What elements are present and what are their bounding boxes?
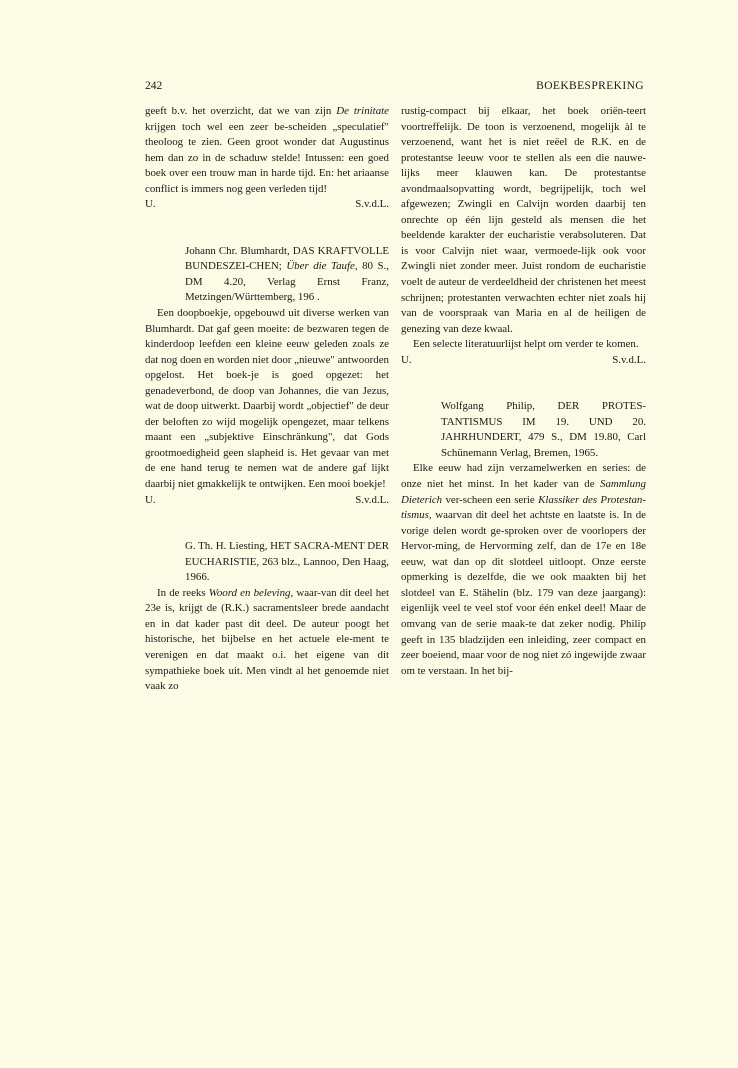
book-reference: Johann Chr. Blumhardt, DAS KRAFTVOLLE BUNDESZEI-CHEN; Über die Taufe, 80 S., DM 4.20, Verlag Ernst Franz, Metzingen/Württemberg, 196 . <box>185 244 389 304</box>
review-body: In de reeks Woord en beleving, waar-van dit deel het 23e is, krijgt de (R.K.) sacramentsleer brede aandacht en in dat kader past dit deel. De auteur poogt het historische, het bijbelse en het actuele ele-ment te verenigen en dat maakt o.i. het eigene van dit sympathieke boek uit. Men vindt al het genoemde niet vaak zo <box>145 586 389 693</box>
book-reference: G. Th. H. Liesting, HET SACRA-MENT DER EUCHARISTIE, 263 blz., Lannoo, Den Haag, 1966. <box>185 540 389 584</box>
book-title: De trinitate <box>336 105 389 117</box>
review-body: Een doopboekje, opgebouwd uit diverse werken van Blumhardt. Dat gaf geen moeite: de bezwaren tegen de kinderdoop leefden een kleine eeuw geleden zoals ze dat nog doen en worden niet door „nieuwe" antwoorden opgelost. Het boek-je is goed opgezet: het genadeverbond, de doop van Johannes, die van Jezus, wat de doop uitwerkt. Daarbij wordt „objectief" de deur der beloften zo wijd mogelijk opengezet, maar telkens maant een „subjektive Einschränkung", dat Gods grootmoedigheid geen slapheid is. Het gevaar van met de ene hand terug te nemen wat de andere gaf lijkt daarbij niet gmakkelijk te ontwijken. Een mooi boekje! <box>145 307 389 491</box>
review-closing: Een selecte literatuurlijst helpt om verder te komen. <box>413 338 639 351</box>
reviewer-signature: U. S.v.d.L. <box>145 493 389 506</box>
book-reference: Wolfgang Philip, DER PROTES-TANTISMUS IM 19. UND 20. JAHRHUNDERT, 479 S., DM 19.80, Carl Schünemann Verlag, Bremen, 1965. <box>441 400 646 459</box>
reviewer-signature: U. S.v.d.L. <box>145 198 389 211</box>
review-continuation: rustig-compact bij elkaar, het boek oriën-teert voortreffelijk. De toon is verzoenend, mogelijk àl te verzoenend, want het is niet reëel de R.K. en de protestantse leeuw voor te stellen als een die nauwe-lijks meer klauwen kan. De protestantse avondmaalsopvatting wordt, begrijpelijk, toch wel afgewezen; Zwingli en Calvijn worden daarbij ten onrechte op één lijn gesteld als mensen die het beeldende karakter der eucharistie verabsoluteren. Dat is voor Calvijn niet waar, vermoede-lijk ook voor Zwingli niet zonder meer. Juist rondom de eucharistie voelt de auteur de verdeeldheid der christenen het meest schrijnen; protestanten verwachten echter niet zoals hij van de voorspraak van Maria en al de heiligen de genezing van deze kwaal. <box>401 105 646 335</box>
left-column <box>145 104 389 695</box>
running-title: BOEKBESPREKING <box>536 80 644 92</box>
right-column <box>401 104 646 679</box>
review-body: Elke eeuw had zijn verzamelwerken en series: de onze niet het minst. In het kader van de Sammlung Dieterich ver-scheen een serie Klassiker des Protestan-tismus, waarvan dit deel het achtste en laatste is. In de vorige delen wordt ge-sproken over de voorlopers der Hervor-ming, de Hervorming zelf, dan de 17e en 18e eeuw, wat dan op dit slotdeel uitloopt. Onze eerste opmerking is dezelfde, die we ook maakten bij het slotdeel van E. Stähelin (blz. 179 van deze jaargang): eigenlijk veel te veel stof voor één enkel deel! Maar de omvang van de serie maak-te dat zeker nodig. Philip geeft in 135 bladzijden een inleiding, zeer compact en zeer boeiend, maar voor de nog niet zó ingewijde zwaar om te verstaan. In het bij- <box>401 462 646 677</box>
reviewer-signature: U. S.v.d.L. <box>401 353 646 366</box>
intro-paragraph: geeft b.v. het overzicht, dat we van zijn De trinitate krijgen toch wel een zeer be-scheiden „speculatief" theoloog te zien. Geen groot wonder dat Augustinus hem dan zo in de schaduw stelde! Intussen: een goed boek over een trouw man in harde tijd. En: het ariaanse conflict is immers nog geen verleden tijd! <box>145 105 389 195</box>
page-number: 242 <box>145 80 163 92</box>
